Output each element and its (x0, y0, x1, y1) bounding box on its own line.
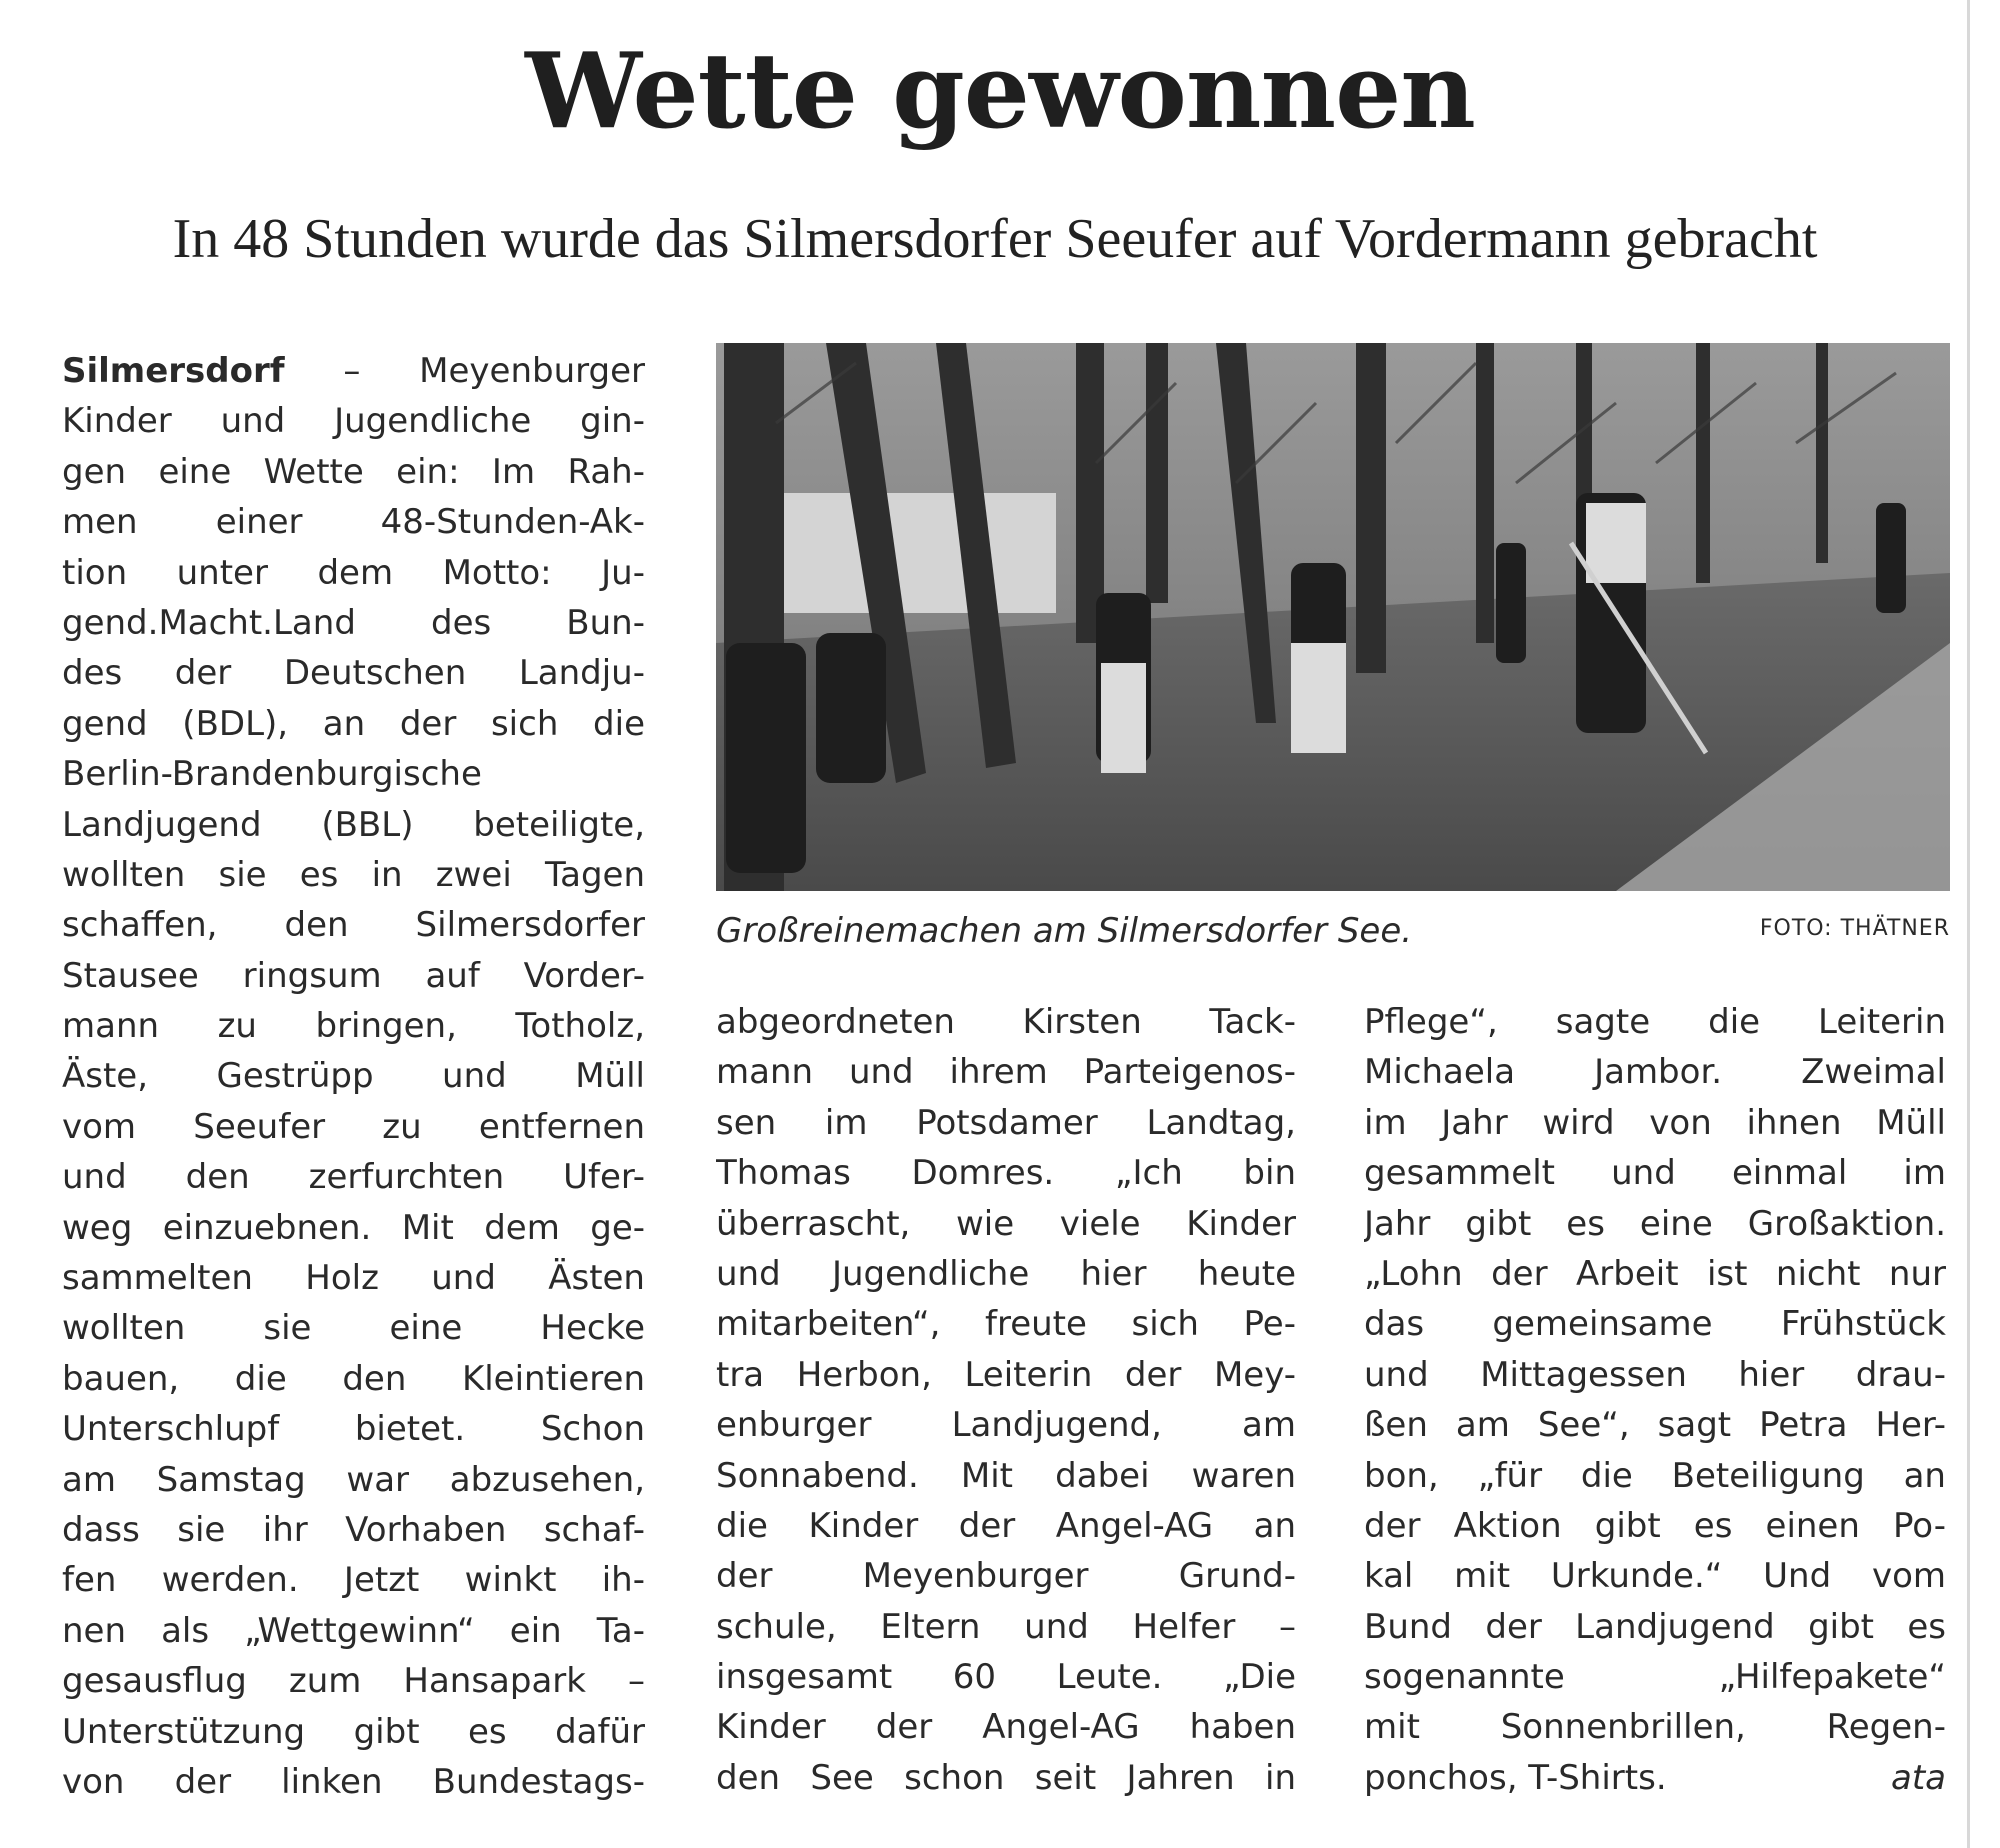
text-line: des der Deutschen Landju- (62, 653, 645, 694)
text-line: gesammelt und einmal im (1364, 1153, 1946, 1194)
subheadline: In 48 Stunden wurde das Silmersdorfer Seeufer auf Vordermann gebracht (172, 208, 1818, 270)
text-line: men einer 48-Stunden-Ak- (62, 502, 645, 543)
text-line: wollten sie es in zwei Tagen (62, 854, 645, 895)
text-line: mann zu bringen, Totholz, (62, 1006, 645, 1047)
text-line: tra Herbon, Leiterin der Mey- (716, 1354, 1296, 1395)
text-line: am Samstag war abzusehen, (62, 1459, 645, 1500)
text-line: ßen am See“, sagt Petra Her- (1364, 1405, 1946, 1446)
text-line: Landjugend (BBL) beteiligte, (62, 804, 645, 845)
article-column-1 (62, 346, 645, 1807)
text-line: den See schon seit Jahren in (716, 1757, 1296, 1798)
text-line: die Kinder der Angel-AG an (716, 1505, 1296, 1546)
text-line: Pflege“, sagte die Leiterin (1364, 1002, 1946, 1042)
text-line-fragment: ponchos, T-Shirts. (1364, 1757, 1667, 1798)
text-line: Jahr gibt es eine Großaktion. (1364, 1203, 1946, 1244)
author-byline: ata (1890, 1757, 1946, 1798)
headline: Wette gewonnen (525, 29, 1475, 152)
text-line: nen als „Wettgewinn“ ein Ta- (62, 1610, 645, 1651)
text-line: sogenannte „Hilfepakete“ (1364, 1657, 1946, 1698)
text-line: Sonnabend. Mit dabei waren (716, 1455, 1296, 1496)
text-line: gend (BDL), an der sich die (62, 703, 645, 744)
text-line: bon, „für die Beteiligung an (1364, 1455, 1946, 1496)
text-line: gen eine Wette ein: Im Rah- (62, 451, 645, 492)
text-line: kal mit Urkunde.“ Und vom (1364, 1556, 1946, 1597)
text-line: abgeordneten Kirsten Tack- (716, 1002, 1296, 1042)
text-line: und den zerfurchten Ufer- (62, 1157, 645, 1198)
text-line: von der linken Bundestags- (62, 1761, 645, 1802)
photo-caption: Großreinemachen am Silmersdorfer See. (716, 911, 1413, 951)
text-line: Äste, Gestrüpp und Müll (62, 1056, 645, 1097)
text-line: der Meyenburger Grund- (716, 1556, 1296, 1597)
text-line-fragment: – Meyenburger (284, 351, 645, 391)
text-line: sammelten Holz und Ästen (62, 1258, 645, 1299)
text-line: Kinder der Angel-AG haben (716, 1707, 1296, 1748)
text-line: enburger Landjugend, am (716, 1405, 1296, 1446)
text-line: und Jugendliche hier heute (716, 1253, 1296, 1294)
text-line: vom Seeufer zu entfernen (62, 1106, 645, 1147)
text-line: Michaela Jambor. Zweimal (1364, 1052, 1946, 1093)
photo-credit: FOTO: THÄTNER (1759, 916, 1950, 941)
text-line: Unterschlupf bietet. Schon (62, 1409, 645, 1450)
text-line: mit Sonnenbrillen, Regen- (1364, 1707, 1946, 1748)
text-line: Kinder und Jugendliche gin- (62, 401, 645, 442)
text-line: Berlin-Brandenburgische (62, 754, 482, 795)
dateline: Silmersdorf (62, 351, 285, 391)
text-line: und Mittagessen hier drau- (1364, 1354, 1946, 1395)
text-line: mann und ihrem Parteigenos- (716, 1052, 1296, 1093)
article-column-3 (1364, 997, 1946, 1803)
text-line: mitarbeiten“, freute sich Pe- (716, 1304, 1296, 1345)
text-line: fen werden. Jetzt winkt ih- (62, 1560, 645, 1601)
text-line: wollten sie eine Hecke (62, 1308, 645, 1349)
text-line: sen im Potsdamer Landtag, (716, 1102, 1296, 1143)
photo-lake-cleanup (716, 343, 1950, 891)
text-line: Unterstützung gibt es dafür (62, 1711, 645, 1752)
text-line: überrascht, wie viele Kinder (716, 1203, 1296, 1244)
text-line: „Lohn der Arbeit ist nicht nur (1364, 1253, 1946, 1294)
text-line: tion unter dem Motto: Ju- (62, 552, 645, 593)
text-line: Stausee ringsum auf Vorder- (62, 955, 645, 996)
text-line: Thomas Domres. „Ich bin (716, 1153, 1296, 1194)
text-line: Bund der Landjugend gibt es (1364, 1606, 1946, 1647)
text-line: bauen, die den Kleintieren (62, 1358, 645, 1399)
article-photo (716, 343, 1950, 891)
photo-caption-bar (716, 906, 1950, 958)
text-line: schule, Eltern und Helfer – (716, 1606, 1296, 1647)
text-line: weg einzuebnen. Mit dem ge- (62, 1207, 645, 1248)
text-line: der Aktion gibt es einen Po- (1364, 1505, 1946, 1546)
text-line: gend.Macht.Land des Bun- (62, 602, 645, 643)
text-line-last (1364, 1753, 1946, 1803)
article-column-2 (716, 997, 1296, 1803)
text-line: schaffen, den Silmersdorfer (62, 905, 645, 946)
text-line: insgesamt 60 Leute. „Die (716, 1657, 1296, 1698)
text-line: das gemeinsame Frühstück (1364, 1304, 1946, 1345)
text-line: im Jahr wird von ihnen Müll (1364, 1102, 1946, 1143)
text-line: dass sie ihr Vorhaben schaf- (62, 1509, 645, 1550)
page-edge-rule (1967, 0, 1970, 1848)
text-line: gesausflug zum Hansapark – (62, 1661, 645, 1702)
text-line (62, 346, 645, 396)
